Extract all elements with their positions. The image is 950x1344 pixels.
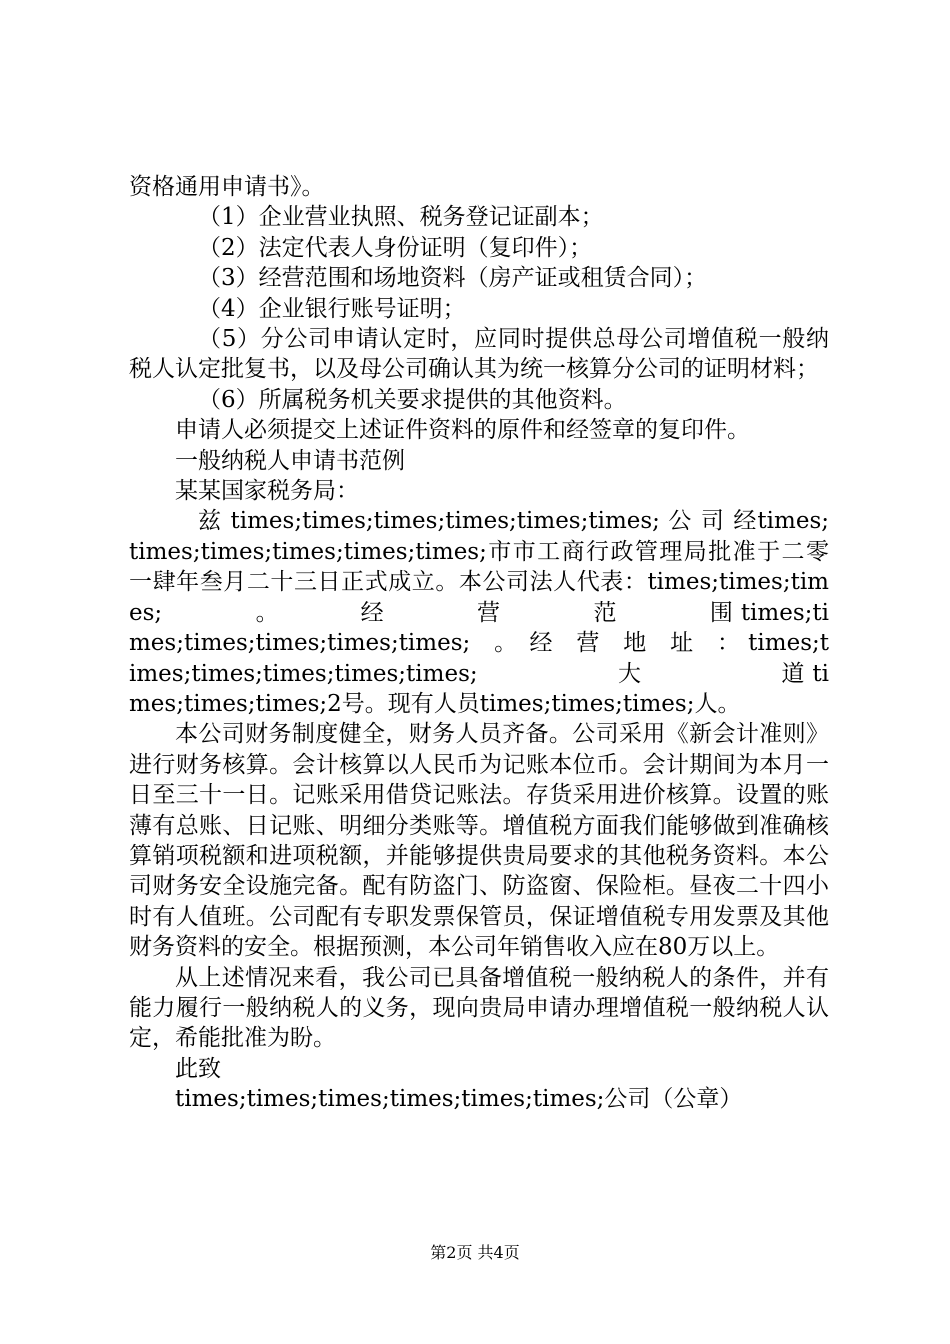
document-body xyxy=(129,172,829,1115)
signature-company-seal: times;times;times;times;times;times;公司（公章） xyxy=(175,1086,743,1113)
closing-salutation: 此致 xyxy=(175,1055,221,1082)
addressee: 某某国家税务局： xyxy=(175,478,359,505)
list-item-business-license: （1）企业营业执照、税务登记证副本； xyxy=(198,204,604,231)
paragraph-company-info: 兹 times;times;times;times;times;times; 公 司 经times;times;times;times;times;times;市市工商行政管理局批准于二零一肆年叁月二十三日正式成立。本公司法人代表：times;times;times; 。 经 营 范 围 times;times;times;times;times;times; 。 经 营 地 址 ： times;times;times;times;times;times; 大 道 times;times;times;2号。现有人员times;times;times;人。 xyxy=(129,508,829,717)
page-number-footer: 第2页 共4页 xyxy=(430,1243,520,1262)
list-item-legal-rep-id: （2）法定代表人身份证明（复印件）； xyxy=(198,234,593,261)
list-item-bank-account: （4）企业银行账号证明； xyxy=(198,295,466,322)
section-heading-sample: 一般纳税人申请书范例 xyxy=(175,447,405,474)
paragraph-submission-note: 申请人必须提交上述证件资料的原件和经签章的复印件。 xyxy=(175,417,750,444)
list-item-branch-approval: （5）分公司申请认定时，应同时提供总母公司增值税一般纳税人认定批复书，以及母公司确认其为统一核算分公司的证明材料； xyxy=(129,326,829,383)
paragraph-finance-system: 本公司财务制度健全，财务人员齐备。公司采用《新会计准则》进行财务核算。会计核算以人民币为记账本位币。会计期间为本月一日至三十一日。记账采用借贷记账法。存货采用进价核算。设置的账薄有总账、日记账、明细分类账等。增值税方面我们能够做到准确核算销项税额和进项税额，并能够提供贵局要求的其他税务资料。本公司财务安全设施完备。配有防盗门、防盗窗、保险柜。昼夜二十四小时有人值班。公司配有专职发票保管员，保证增值税专用发票及其他财务资料的安全。根据预测，本公司年销售收入应在80万以上。 xyxy=(129,721,829,961)
paragraph-form-title-tail: 资格通用申请书》。 xyxy=(129,174,325,200)
list-item-other-materials: （6）所属税务机关要求提供的其他资料。 xyxy=(198,386,627,413)
list-item-business-scope: （3）经营范围和场地资料（房产证或租赁合同）； xyxy=(198,265,708,292)
paragraph-conclusion: 从上述情况来看，我公司已具备增值税一般纳税人的条件，并有能力履行一般纳税人的义务，现向贵局申请办理增值税一般纳税人认定，希能批准为盼。 xyxy=(129,964,829,1052)
